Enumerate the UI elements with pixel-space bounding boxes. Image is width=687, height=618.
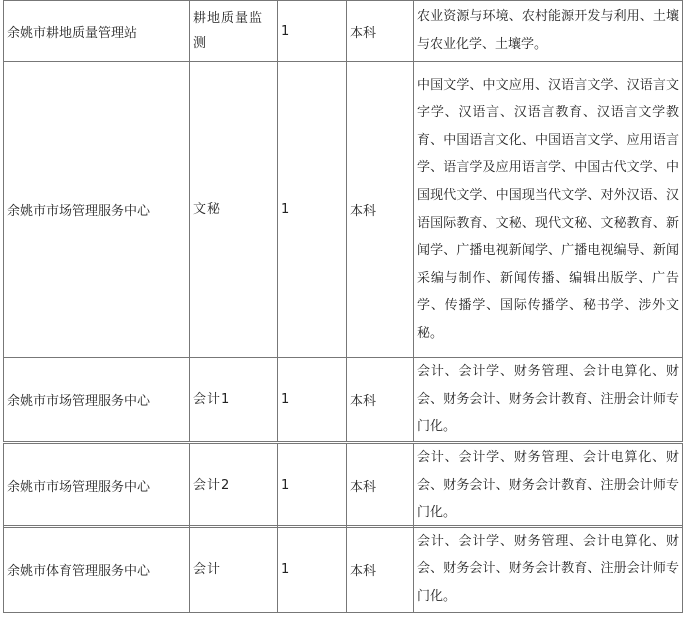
majors-cell: 中国文学、中文应用、汉语言文学、汉语言文字学、汉语言、汉语言教育、汉语言文学教育、中国语言文化、中国语言文学、应用语言学、语言学及应用语言学、中国古代文学、中国现代文学、中国现当代文学、对外汉语、汉语国际教育、文秘、现代文秘、文秘教育、新闻学、广播电视新闻学、广播电视编导、新闻采编与制作、新闻传播、编辑出版学、广告学、传播学、国际传播学、秘书学、涉外文秘。 xyxy=(413,61,683,357)
post-cell: 耕地质量监测 xyxy=(189,0,277,61)
count-cell: 1 xyxy=(277,525,346,613)
majors-cell: 会计、会计学、财务管理、会计电算化、财会、财务会计、财务会计教育、注册会计师专门化。 xyxy=(413,525,683,613)
table-row xyxy=(3,525,683,613)
count-cell: 1 xyxy=(277,0,346,61)
majors-cell: 会计、会计学、财务管理、会计电算化、财会、财务会计、财务会计教育、注册会计师专门化。 xyxy=(413,357,683,442)
education-cell: 本科 xyxy=(346,357,413,442)
count-cell: 1 xyxy=(277,357,346,442)
table-row xyxy=(3,0,683,61)
education-cell: 本科 xyxy=(346,0,413,61)
majors-cell: 农业资源与环境、农村能源开发与利用、土壤与农业化学、土壤学。 xyxy=(413,0,683,61)
education-cell: 本科 xyxy=(346,525,413,613)
unit-cell: 余姚市市场管理服务中心 xyxy=(3,357,189,442)
post-cell: 会计 xyxy=(189,525,277,613)
majors-cell: 会计、会计学、财务管理、会计电算化、财会、财务会计、财务会计教育、注册会计师专门化。 xyxy=(413,443,683,528)
unit-cell: 余姚市体育管理服务中心 xyxy=(3,525,189,613)
post-cell: 会计2 xyxy=(189,443,277,528)
unit-cell: 余姚市市场管理服务中心 xyxy=(3,61,189,357)
post-cell: 文秘 xyxy=(189,61,277,357)
table-row xyxy=(3,443,683,528)
recruitment-table-upper xyxy=(3,0,683,442)
post-cell: 会计1 xyxy=(189,357,277,442)
count-cell: 1 xyxy=(277,443,346,528)
unit-cell: 余姚市市场管理服务中心 xyxy=(3,443,189,528)
table-row xyxy=(3,61,683,357)
unit-cell: 余姚市耕地质量管理站 xyxy=(3,0,189,61)
education-cell: 本科 xyxy=(346,61,413,357)
education-cell: 本科 xyxy=(346,443,413,528)
table-row xyxy=(3,357,683,442)
count-cell: 1 xyxy=(277,61,346,357)
recruitment-table-middle xyxy=(3,443,683,528)
recruitment-table-lower xyxy=(3,525,683,613)
